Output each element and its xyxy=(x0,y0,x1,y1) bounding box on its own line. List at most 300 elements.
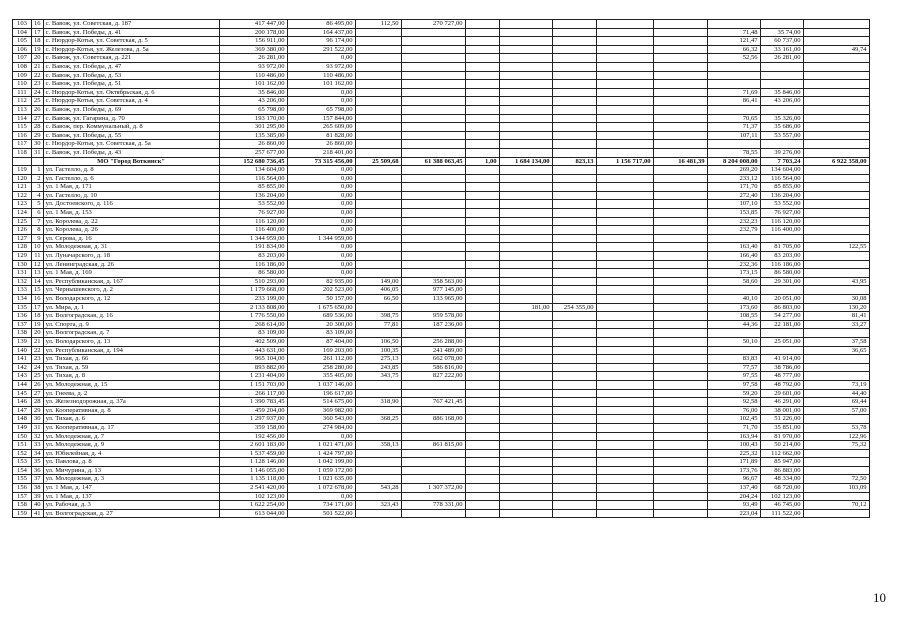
table-cell xyxy=(552,337,596,346)
table-cell: 108 xyxy=(13,62,32,71)
table-cell xyxy=(552,105,596,114)
table-cell: 232,79 xyxy=(707,226,760,235)
table-cell xyxy=(803,372,869,381)
table-cell: 369 982,00 xyxy=(287,406,355,415)
table-cell xyxy=(465,484,499,493)
table-row xyxy=(13,243,870,252)
table-cell xyxy=(596,243,653,252)
table-cell xyxy=(596,209,653,218)
table-cell xyxy=(499,295,552,304)
address-cell: ул. Володарского, д. 13 xyxy=(43,337,219,346)
table-cell xyxy=(552,20,596,29)
address-cell: ул. Королева, д. 22 xyxy=(43,217,219,226)
table-cell xyxy=(653,105,707,114)
table-cell: 35 xyxy=(32,458,44,467)
table-cell: 149,00 xyxy=(355,277,401,286)
table-cell xyxy=(596,28,653,37)
table-cell: 116 186,00 xyxy=(219,260,287,269)
table-cell xyxy=(596,217,653,226)
table-cell xyxy=(552,174,596,183)
table-row xyxy=(13,277,870,286)
table-cell xyxy=(552,484,596,493)
table-cell: 778 331,00 xyxy=(401,501,465,510)
table-cell xyxy=(499,337,552,346)
table-cell xyxy=(596,372,653,381)
table-cell xyxy=(803,88,869,97)
table-cell xyxy=(465,71,499,80)
table-cell xyxy=(401,54,465,63)
table-cell xyxy=(499,217,552,226)
table-cell xyxy=(355,252,401,261)
table-cell: 257 677,00 xyxy=(219,148,287,157)
table-cell xyxy=(355,45,401,54)
table-cell: 26 281,00 xyxy=(760,54,803,63)
table-cell xyxy=(499,398,552,407)
table-cell: 514 675,00 xyxy=(287,398,355,407)
table-cell xyxy=(803,183,869,192)
table-cell: 85 947,00 xyxy=(760,458,803,467)
table-cell xyxy=(552,140,596,149)
address-cell: ул. Володарского, д. 12 xyxy=(43,295,219,304)
table-cell xyxy=(653,484,707,493)
table-cell: 734 171,00 xyxy=(287,501,355,510)
table-cell xyxy=(465,105,499,114)
table-cell: 33 xyxy=(32,441,44,450)
table-cell xyxy=(355,475,401,484)
table-cell: 662 078,00 xyxy=(401,355,465,364)
table-cell: 137,40 xyxy=(707,484,760,493)
table-cell xyxy=(355,88,401,97)
table-cell: 58,60 xyxy=(707,277,760,286)
table-cell xyxy=(596,131,653,140)
table-cell: 85 855,00 xyxy=(760,183,803,192)
table-cell xyxy=(355,380,401,389)
table-cell: 148 xyxy=(13,415,32,424)
table-cell xyxy=(552,501,596,510)
table-cell xyxy=(465,209,499,218)
table-cell xyxy=(552,80,596,89)
table-cell: 152 680 736,45 xyxy=(219,157,287,166)
table-row xyxy=(13,131,870,140)
table-cell: 43 206,00 xyxy=(219,97,287,106)
table-cell: 1 684 134,00 xyxy=(499,157,552,166)
table-cell: 173,15 xyxy=(707,269,760,278)
table-cell xyxy=(803,28,869,37)
table-cell xyxy=(803,509,869,518)
address-cell: ул. Молодежная, д. 31 xyxy=(43,243,219,252)
table-cell xyxy=(552,62,596,71)
table-cell xyxy=(465,80,499,89)
table-cell: 1 059 172,00 xyxy=(287,466,355,475)
table-cell xyxy=(803,209,869,218)
table-cell xyxy=(653,415,707,424)
table-cell xyxy=(653,449,707,458)
table-cell: 116 564,00 xyxy=(219,174,287,183)
table-cell: 223,04 xyxy=(707,509,760,518)
table-cell: 173,60 xyxy=(707,303,760,312)
table-cell xyxy=(465,475,499,484)
table-cell: 34 xyxy=(32,449,44,458)
table-cell xyxy=(401,209,465,218)
table-cell xyxy=(596,183,653,192)
table-cell: 44,40 xyxy=(803,389,869,398)
table-cell: 0,00 xyxy=(287,209,355,218)
table-cell: 86 883,00 xyxy=(760,466,803,475)
table-cell xyxy=(653,226,707,235)
table-cell: 131 xyxy=(13,269,32,278)
address-cell: с. Вавож, пер. Коммунальный, д. 8 xyxy=(43,123,219,132)
table-cell: 81 828,00 xyxy=(287,131,355,140)
table-cell xyxy=(596,105,653,114)
table-cell xyxy=(552,329,596,338)
table-cell xyxy=(803,252,869,261)
table-cell xyxy=(552,71,596,80)
table-cell xyxy=(596,88,653,97)
table-cell xyxy=(465,286,499,295)
table-cell xyxy=(401,449,465,458)
table-cell: 78,55 xyxy=(707,148,760,157)
table-cell xyxy=(653,466,707,475)
table-cell xyxy=(596,191,653,200)
address-cell: ул. Молодежная, д. 3 xyxy=(43,475,219,484)
table-cell xyxy=(596,123,653,132)
table-cell: 266 117,00 xyxy=(219,389,287,398)
table-cell xyxy=(653,363,707,372)
table-cell: 153,85 xyxy=(707,209,760,218)
address-cell: МО "Город Воткинск" xyxy=(43,157,219,166)
address-cell: с. Вавож, ул. Советская, д. 187 xyxy=(43,20,219,29)
table-cell xyxy=(552,200,596,209)
table-cell xyxy=(401,432,465,441)
register-table xyxy=(12,19,870,518)
table-cell: 0,00 xyxy=(287,260,355,269)
table-cell xyxy=(707,234,760,243)
table-cell: 232,36 xyxy=(707,260,760,269)
table-row xyxy=(13,286,870,295)
table-cell xyxy=(465,243,499,252)
table-cell xyxy=(552,449,596,458)
table-cell xyxy=(552,295,596,304)
table-cell: 116 120,00 xyxy=(219,217,287,226)
table-cell xyxy=(499,312,552,321)
table-cell: 103,09 xyxy=(803,484,869,493)
table-cell: 25 051,00 xyxy=(760,337,803,346)
table-cell xyxy=(355,260,401,269)
table-cell: 134 604,00 xyxy=(219,166,287,175)
table-cell: 32 xyxy=(32,432,44,441)
table-cell: 71,70 xyxy=(707,423,760,432)
table-cell xyxy=(653,191,707,200)
table-cell: 202 523,00 xyxy=(287,286,355,295)
table-cell xyxy=(653,355,707,364)
table-cell: 20 xyxy=(32,329,44,338)
table-cell: 501 522,00 xyxy=(287,509,355,518)
table-cell xyxy=(803,148,869,157)
table-cell xyxy=(465,62,499,71)
address-cell: ул. Республиканская, д. 194 xyxy=(43,346,219,355)
table-cell: 73,19 xyxy=(803,380,869,389)
address-cell: ул. Юбилейная, д. 4 xyxy=(43,449,219,458)
table-cell xyxy=(653,234,707,243)
table-cell: 233 199,00 xyxy=(219,295,287,304)
table-cell xyxy=(596,114,653,123)
table-cell: 127 xyxy=(13,234,32,243)
table-cell: 164 437,00 xyxy=(287,28,355,37)
table-cell xyxy=(552,492,596,501)
table-cell: 53 552,00 xyxy=(760,200,803,209)
table-cell xyxy=(803,191,869,200)
table-cell xyxy=(760,105,803,114)
table-cell: 200 178,00 xyxy=(219,28,287,37)
table-cell: 272,40 xyxy=(707,191,760,200)
table-row xyxy=(13,466,870,475)
table-cell xyxy=(707,140,760,149)
table-cell xyxy=(465,234,499,243)
table-cell xyxy=(465,337,499,346)
table-row xyxy=(13,320,870,329)
address-cell: ул. Тихая, д. 8 xyxy=(43,372,219,381)
table-cell xyxy=(596,441,653,450)
table-cell: 360 543,00 xyxy=(287,415,355,424)
table-cell: 459 204,00 xyxy=(219,406,287,415)
table-cell: 2 133 808,00 xyxy=(219,303,287,312)
table-cell: 1 135 118,00 xyxy=(219,475,287,484)
table-cell xyxy=(552,277,596,286)
table-cell: 0,00 xyxy=(287,226,355,235)
table-cell: 358,13 xyxy=(355,441,401,450)
table-cell: 29 601,00 xyxy=(760,389,803,398)
table-cell: 0,00 xyxy=(287,243,355,252)
table-cell xyxy=(653,183,707,192)
table-cell xyxy=(465,329,499,338)
table-cell: 145 xyxy=(13,389,32,398)
table-cell xyxy=(499,372,552,381)
table-cell: 29 xyxy=(32,406,44,415)
table-cell: 258 280,00 xyxy=(287,363,355,372)
table-cell: 116 400,00 xyxy=(219,226,287,235)
table-cell xyxy=(465,415,499,424)
table-cell: 102 123,00 xyxy=(760,492,803,501)
table-cell: 0,00 xyxy=(287,88,355,97)
table-row xyxy=(13,329,870,338)
table-cell: 3 xyxy=(32,183,44,192)
table-cell: 193 170,00 xyxy=(219,114,287,123)
table-cell: 48 792,00 xyxy=(760,380,803,389)
table-cell xyxy=(552,355,596,364)
table-cell: 22 181,00 xyxy=(760,320,803,329)
table-cell: 241 489,00 xyxy=(401,346,465,355)
table-cell: 157 844,00 xyxy=(287,114,355,123)
table-cell: 93 972,00 xyxy=(219,62,287,71)
table-cell xyxy=(707,80,760,89)
address-cell: ул. 1 Мая, д. 147 xyxy=(43,484,219,493)
table-cell xyxy=(552,209,596,218)
table-cell: 1 146 055,00 xyxy=(219,466,287,475)
address-cell: ул. Гастелло, д. 8 xyxy=(43,166,219,175)
table-cell: 1 390 783,45 xyxy=(219,398,287,407)
table-cell xyxy=(465,88,499,97)
table-cell xyxy=(355,191,401,200)
table-cell: 138 xyxy=(13,329,32,338)
table-cell xyxy=(401,389,465,398)
table-cell xyxy=(355,71,401,80)
table-cell xyxy=(803,71,869,80)
table-cell: 31 xyxy=(32,148,44,157)
table-cell: 116 xyxy=(13,131,32,140)
table-cell: 130 xyxy=(13,260,32,269)
address-cell: с. Вавож, ул. Победы, д. 43 xyxy=(43,148,219,157)
table-cell: 70,12 xyxy=(803,501,869,510)
table-cell xyxy=(13,157,32,166)
table-cell xyxy=(401,423,465,432)
table-cell xyxy=(499,466,552,475)
table-cell: 60 737,00 xyxy=(760,37,803,46)
table-cell xyxy=(552,114,596,123)
table-cell: 57,00 xyxy=(803,406,869,415)
table-cell xyxy=(465,252,499,261)
table-cell xyxy=(803,140,869,149)
table-cell xyxy=(653,243,707,252)
table-cell xyxy=(355,54,401,63)
table-cell xyxy=(355,406,401,415)
table-row xyxy=(13,492,870,501)
table-cell xyxy=(499,329,552,338)
table-cell: 35 846,00 xyxy=(219,88,287,97)
table-cell: 827 222,00 xyxy=(401,372,465,381)
table-cell: 75,32 xyxy=(803,441,869,450)
table-cell: 139 xyxy=(13,337,32,346)
table-cell xyxy=(596,449,653,458)
table-cell: 21 xyxy=(32,337,44,346)
table-row xyxy=(13,183,870,192)
table-cell xyxy=(552,441,596,450)
table-row xyxy=(13,501,870,510)
table-cell: 1 307 372,00 xyxy=(401,484,465,493)
table-cell: 20 051,00 xyxy=(760,295,803,304)
table-cell: 129 xyxy=(13,252,32,261)
table-cell xyxy=(499,484,552,493)
table-cell: 121,47 xyxy=(707,37,760,46)
table-cell xyxy=(499,492,552,501)
table-cell xyxy=(653,423,707,432)
table-cell xyxy=(653,97,707,106)
table-cell xyxy=(803,449,869,458)
table-cell xyxy=(803,174,869,183)
table-cell xyxy=(653,406,707,415)
table-cell: 113 xyxy=(13,105,32,114)
table-cell: 122,55 xyxy=(803,243,869,252)
table-cell xyxy=(499,28,552,37)
table-cell: 15 xyxy=(32,286,44,295)
table-cell: 136 204,00 xyxy=(760,191,803,200)
table-cell: 48 777,00 xyxy=(760,372,803,381)
address-cell: ул. Волгоградская, д. 16 xyxy=(43,312,219,321)
table-cell: 86 495,00 xyxy=(287,20,355,29)
table-cell xyxy=(653,209,707,218)
table-cell: 109 xyxy=(13,71,32,80)
table-cell: 40,10 xyxy=(707,295,760,304)
table-cell xyxy=(499,252,552,261)
table-cell xyxy=(760,62,803,71)
table-cell xyxy=(596,166,653,175)
table-cell xyxy=(803,131,869,140)
table-cell: 38 786,00 xyxy=(760,363,803,372)
table-cell: 83 203,00 xyxy=(760,252,803,261)
table-row xyxy=(13,458,870,467)
table-cell: 402 509,00 xyxy=(219,337,287,346)
address-cell: ул. Гастелло, д. 6 xyxy=(43,174,219,183)
table-cell: 81 970,00 xyxy=(760,432,803,441)
table-cell: 1 776 550,00 xyxy=(219,312,287,321)
table-cell: 35 846,00 xyxy=(760,88,803,97)
table-row xyxy=(13,346,870,355)
table-cell: 192 456,00 xyxy=(219,432,287,441)
address-cell: ул. Тихая, д. 59 xyxy=(43,363,219,372)
table-cell xyxy=(499,131,552,140)
table-cell: 343,75 xyxy=(355,372,401,381)
address-cell: ул. Рабочая, д. 3 xyxy=(43,501,219,510)
table-cell: 169 203,00 xyxy=(287,346,355,355)
table-cell xyxy=(552,131,596,140)
table-cell: 38 xyxy=(32,484,44,493)
address-cell: ул. 1 Мая, д. 153 xyxy=(43,209,219,218)
table-cell xyxy=(707,329,760,338)
address-cell: ул. Республиканская, д. 167 xyxy=(43,277,219,286)
table-cell xyxy=(552,372,596,381)
table-cell: 1 231 404,00 xyxy=(219,372,287,381)
table-cell xyxy=(499,37,552,46)
address-cell: с. Вавож, ул. Победы, д. 41 xyxy=(43,28,219,37)
table-cell: 30 xyxy=(32,140,44,149)
table-cell: 116 186,00 xyxy=(760,260,803,269)
table-cell xyxy=(465,295,499,304)
table-cell xyxy=(653,37,707,46)
table-cell: 270 727,00 xyxy=(401,20,465,29)
table-cell xyxy=(803,269,869,278)
table-cell xyxy=(401,509,465,518)
table-cell xyxy=(596,329,653,338)
table-cell: 1 072 678,00 xyxy=(287,484,355,493)
table-cell: 233,12 xyxy=(707,174,760,183)
table-cell xyxy=(596,509,653,518)
address-cell: с. Нюрдор-Котья, ул. Советская, д. 4 xyxy=(43,97,219,106)
table-cell xyxy=(355,148,401,157)
table-cell xyxy=(499,71,552,80)
address-cell: ул. Молодежная, д. 15 xyxy=(43,380,219,389)
table-cell xyxy=(803,37,869,46)
table-cell xyxy=(552,54,596,63)
table-cell xyxy=(401,243,465,252)
table-cell xyxy=(552,398,596,407)
table-cell: 54 277,00 xyxy=(760,312,803,321)
table-cell xyxy=(803,355,869,364)
table-cell xyxy=(552,432,596,441)
table-cell: 823,13 xyxy=(552,157,596,166)
table-cell xyxy=(465,441,499,450)
table-row xyxy=(13,114,870,123)
table-cell xyxy=(760,71,803,80)
table-cell xyxy=(355,80,401,89)
table-cell xyxy=(803,114,869,123)
address-cell: ул. 1 Мая, д. 171 xyxy=(43,183,219,192)
table-cell xyxy=(552,191,596,200)
table-cell: 93,49 xyxy=(707,501,760,510)
table-cell: 135 385,00 xyxy=(219,131,287,140)
table-cell xyxy=(499,449,552,458)
address-cell: с. Вавож, ул. Гагарина, д. 70 xyxy=(43,114,219,123)
table-cell: 114 xyxy=(13,114,32,123)
table-cell: 1 344 959,00 xyxy=(219,234,287,243)
